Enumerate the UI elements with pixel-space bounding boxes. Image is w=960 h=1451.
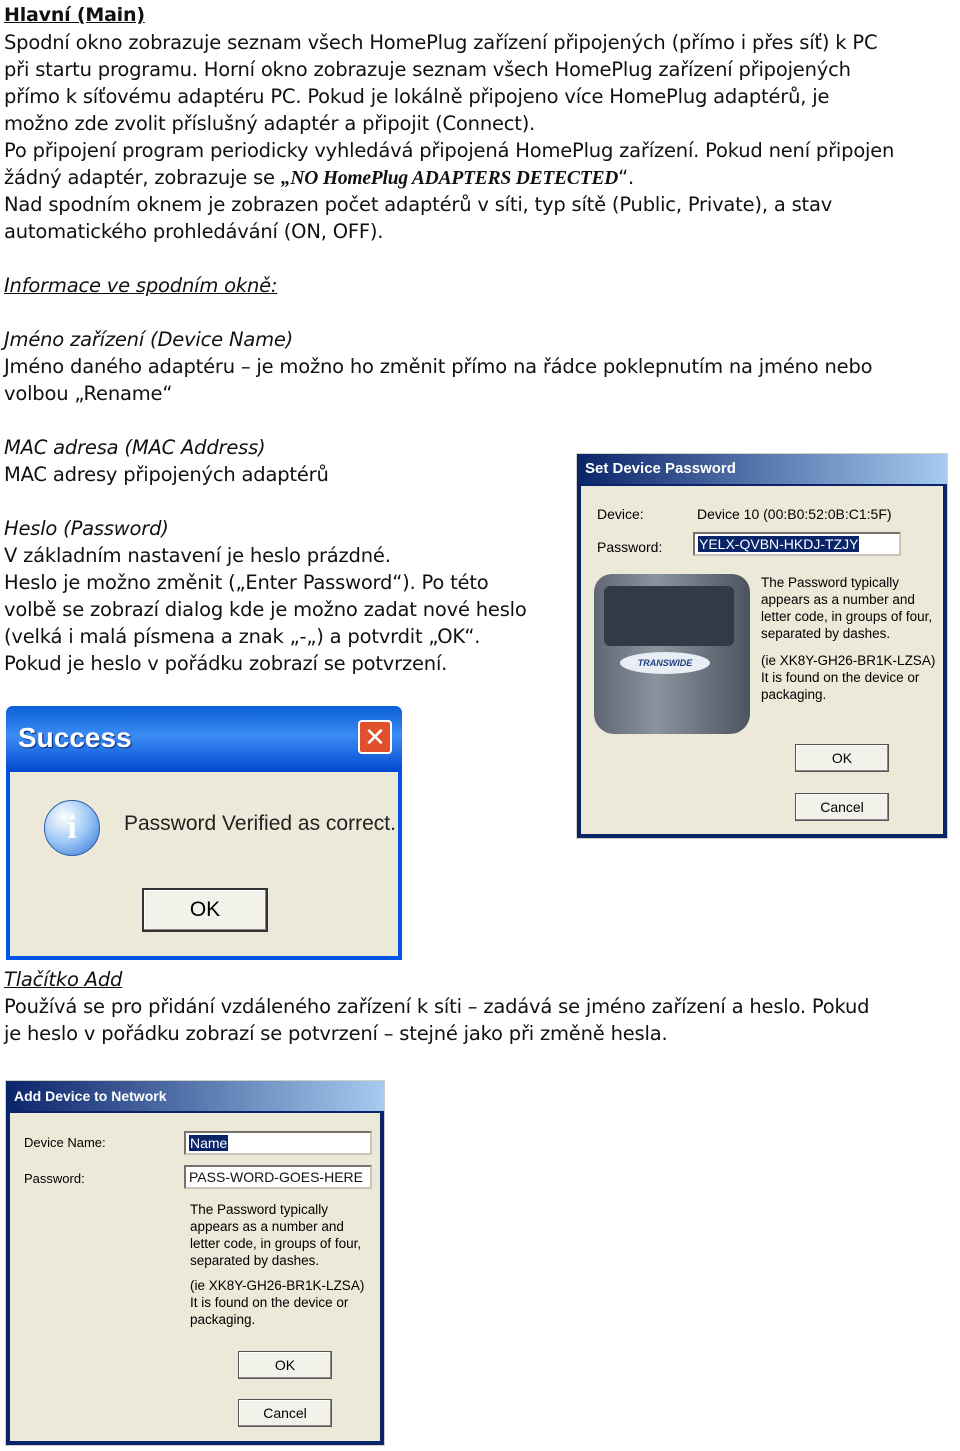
password-label: Password: [24,1171,85,1186]
device-panel [604,586,734,646]
device-name-heading: Jméno zařízení (Device Name) [4,328,294,351]
password-example: (ie XK8Y-GH26-BR1K-LZSA) It is found on the device or packaging. [761,653,936,702]
ok-button[interactable]: OK [795,744,889,772]
text-line: při startu programu. Horní okno zobrazuje seznam všech HomePlug zařízení připojených [4,58,851,81]
add-device-dialog [5,1080,385,1446]
password-hint: The Password typically appears as a number and letter code, in groups of four, separated by dashes. [190,1202,362,1268]
no-adapters-message: NO HomePlug ADAPTERS DETECTED [290,168,619,189]
password-heading: Heslo (Password) [4,517,169,540]
dialog-body [10,772,398,956]
password-example: (ie XK8Y-GH26-BR1K-LZSA) It is found on the device or packaging. [190,1278,365,1327]
text-line: volbě se zobrazí dialog kde je možno zadat nové heslo [4,598,527,621]
device-name-input[interactable] [184,1131,372,1155]
device-label: Device: [597,506,644,522]
password-value: PASS-WORD-GOES-HERE [189,1169,363,1185]
device-name-value: Name [190,1135,228,1151]
device-brand-logo: TRANSWIDE [620,652,710,674]
dialog-body [10,1113,380,1441]
section-title-main: Hlavní (Main) [4,4,145,26]
success-dialog [6,706,402,960]
password-value: YELX-QVBN-HKDJ-TZJY [699,536,859,552]
text-line: MAC adresy připojených adaptérů [4,463,329,486]
text-line: Heslo je možno změnit („Enter Password“). Po této [4,571,489,594]
text-line: Jméno daného adaptéru – je možno ho změnit přímo na řádce poklepnutím na jméno nebo [4,355,873,378]
password-input[interactable] [693,532,901,556]
text-fragment: žádný adaptér, zobrazuje se [4,166,281,189]
cancel-button[interactable]: Cancel [238,1399,332,1427]
password-hint: The Password typically appears as a number and letter code, in groups of four, separated by dashes. [761,575,933,641]
add-heading: Tlačítko Add [4,968,123,991]
text-line-no-adapters [4,164,634,192]
success-message: Password Verified as correct. [124,812,396,835]
dialog-title: Success [6,706,402,772]
info-icon: i [44,800,100,856]
text-line: je heslo v pořádku zobrazí se potvrzení – stejné jako při změně hesla. [4,1022,668,1045]
ok-button[interactable]: OK [238,1351,332,1379]
password-input[interactable] [184,1165,372,1189]
mac-heading: MAC adresa (MAC Address) [4,436,266,459]
device-value: Device 10 (00:B0:52:0B:C1:5F) [697,506,892,522]
quote-close: “. [618,166,635,189]
text-line: V základním nastavení je heslo prázdné. [4,544,391,567]
dialog-title: Add Device to Network [6,1081,384,1111]
ok-button[interactable]: OK [142,888,268,932]
text-line: volbou „Rename“ [4,382,173,405]
dialog-title: Set Device Password [577,454,947,484]
text-line: možno zde zvolit příslušný adaptér a připojit (Connect). [4,112,536,135]
text-line: (velká i malá písmena a znak „-„) a potvrdit „OK“. [4,625,481,648]
text-line: Nad spodním oknem je zobrazen počet adaptérů v síti, typ sítě (Public, Private), a stav [4,193,833,216]
quote-open: „ [280,168,291,189]
cancel-button[interactable]: Cancel [795,793,889,821]
device-name-label: Device Name: [24,1135,106,1150]
text-line: Používá se pro přidání vzdáleného zařízení k síti – zadává se jméno zařízení a heslo. Pokud [4,995,870,1018]
password-label: Password: [597,539,663,555]
text-line: Po připojení program periodicky vyhledává připojená HomePlug zařízení. Pokud není připojen [4,139,895,162]
text-line: Pokud je heslo v pořádku zobrazí se potvrzení. [4,652,448,675]
homeplug-device-image [594,574,750,734]
info-heading: Informace ve spodním okně: [4,274,278,297]
close-icon[interactable]: ✕ [358,720,392,754]
text-line: Spodní okno zobrazuje seznam všech HomePlug zařízení připojených (přímo i přes síť) k PC [4,31,878,54]
text-line: přímo k síťovému adaptéru PC. Pokud je lokálně připojeno více HomePlug adaptérů, je [4,85,830,108]
text-line: automatického prohledávání (ON, OFF). [4,220,384,243]
